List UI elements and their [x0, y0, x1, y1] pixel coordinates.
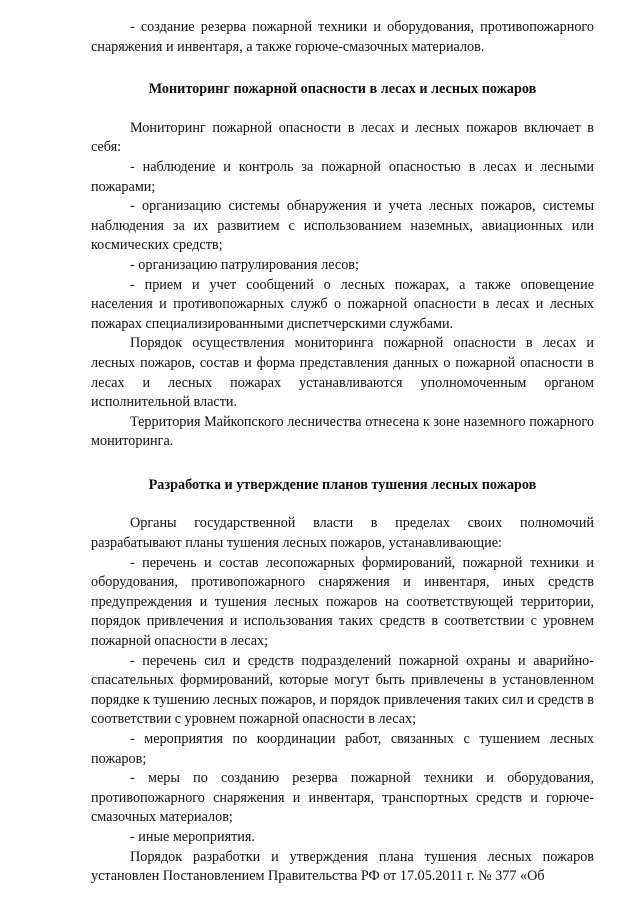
intro-paragraph: - создание резерва пожарной техники и оборудования, противопожарного снаряжения и инвентаря, а также горюче-смазочных материалов.	[91, 19, 594, 55]
list-item: - иные мероприятия.	[130, 828, 255, 845]
paragraph: Территория Майкопского лесничества отнесена к зоне наземного пожарного мониторинга.	[91, 413, 594, 450]
paragraph: Мониторинг пожарной опасности в лесах и лесных пожаров включает в себя:	[91, 119, 594, 156]
list-item: - организацию патрулирования лесов;	[130, 256, 359, 273]
section-heading-plans: Разработка и утверждение планов тушения лесных пожаров	[148, 476, 537, 493]
list-item: - перечень и состав лесопожарных формирований, пожарной техники и оборудования, противопожарного снаряжения и инвентаря, иных средств предупреждения и тушения лесных пожаров на соответствующей территории, порядок привлечения и использования таких средств в соответствии с уровнем пожарной опасности в лесах;	[91, 554, 594, 650]
paragraph: Органы государственной власти в пределах своих полномочий разрабатывают планы тушения лесных пожаров, устанавливающие:	[91, 515, 594, 552]
list-item: - перечень сил и средств подразделений пожарной охраны и аварийно-спасательных формирований, которые могут быть привлечены в установленном порядке к тушению лесных пожаров, и порядок привлечения таких сил и средств в соответствии с уровнем пожарной опасности в лесах;	[91, 652, 594, 728]
section-heading-monitoring: Мониторинг пожарной опасности в лесах и лесных пожаров	[148, 81, 537, 98]
paragraph: Порядок осуществления мониторинга пожарной опасности в лесах и лесных пожаров, состав и форма представления данных о пожарной опасности в лесах и лесных пожарах устанавливаются уполномоченным органом исполнительной власти.	[91, 335, 594, 411]
list-item: - прием и учет сообщений о лесных пожарах, а также оповещение населения и противопожарных служб о пожарной опасности в лесах и лесных пожарах специализированными диспетчерскими службами.	[91, 276, 594, 332]
list-item: - мероприятия по координации работ, связанных с тушением лесных пожаров;	[91, 731, 594, 767]
list-item: - меры по созданию резерва пожарной техники и оборудования, противопожарного снаряжения и инвентаря, транспортных средств и горюче-смазочных материалов;	[91, 770, 594, 826]
list-item: - наблюдение и контроль за пожарной опасностью в лесах и лесными пожарами;	[91, 158, 594, 195]
document-page	[91, 18, 594, 887]
list-item: - организацию системы обнаружения и учета лесных пожаров, системы наблюдения за их развитием с использованием наземных, авиационных или космических средств;	[91, 198, 594, 254]
paragraph: Порядок разработки и утверждения плана тушения лесных пожаров установлен Постановлением Правительства РФ от 17.05.2011 г. № 377 «Об	[91, 848, 594, 885]
